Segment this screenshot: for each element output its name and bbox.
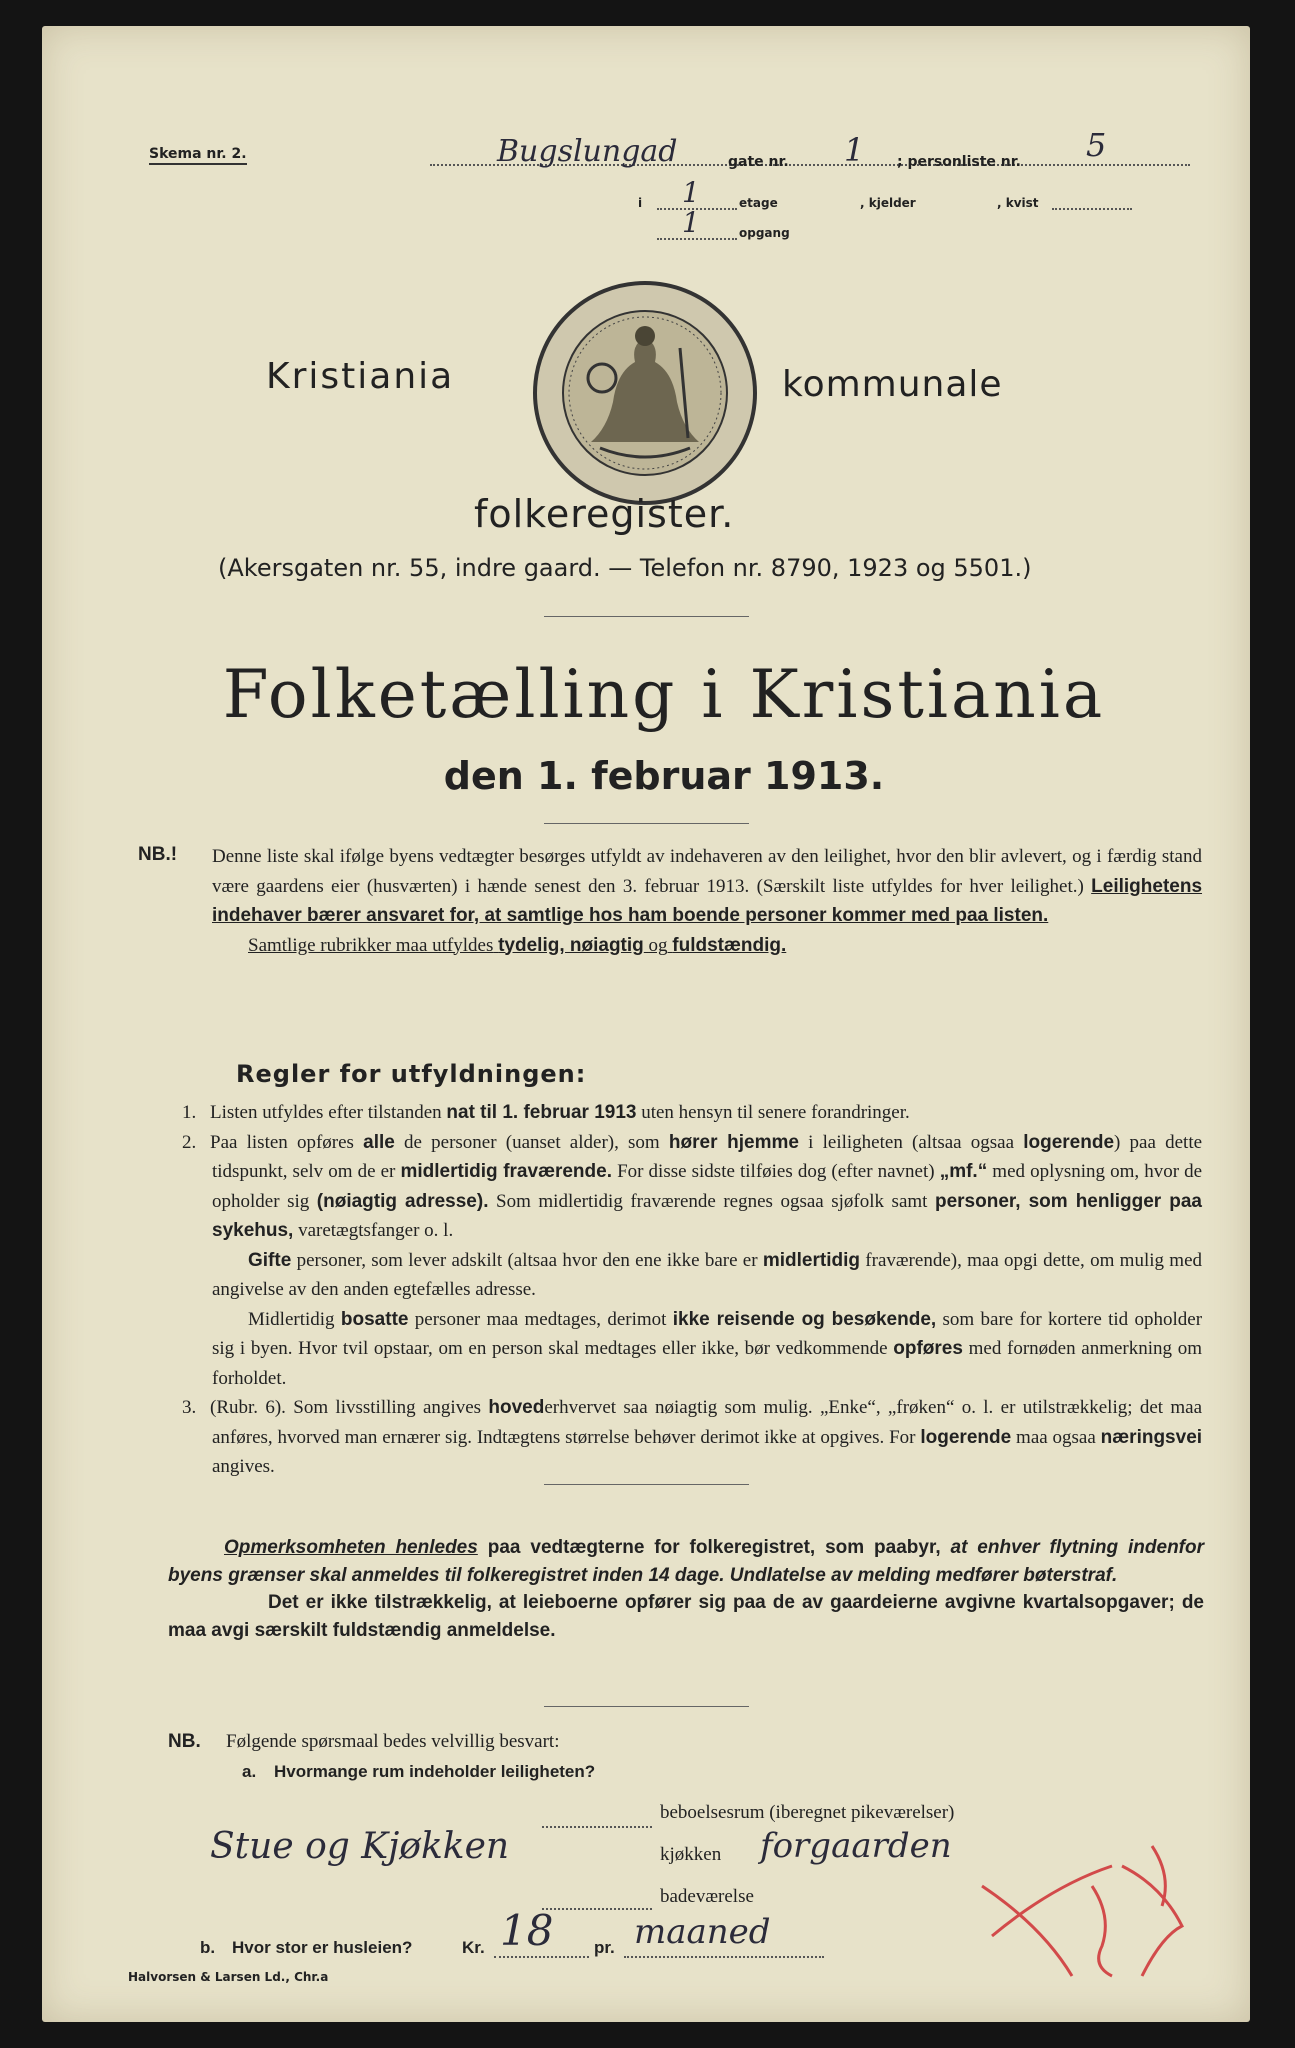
- printer-imprint: Halvorsen & Larsen Ld., Chr.a: [128, 1970, 329, 1984]
- kr-label: Kr.: [462, 1938, 485, 1957]
- i-label: i: [638, 196, 643, 210]
- badevaerelse-line: [542, 1908, 652, 1910]
- midl-d: ikke reisende og besøkende,: [672, 1308, 937, 1330]
- city-seal: [530, 278, 760, 508]
- rule-2-m: Som midlertidig fraværende regnes ogsaa sjøfolk samt: [496, 1190, 928, 1212]
- rule-2-l: (nøiagtig adresse).: [316, 1190, 489, 1212]
- questions-nb: NB.: [168, 1731, 201, 1752]
- rule-3-e: maa ogsaa: [1016, 1426, 1096, 1448]
- nb-paragraph: [212, 842, 1202, 960]
- midl-a: Midlertidig: [248, 1308, 335, 1330]
- personliste-label: ; personliste nr.: [897, 154, 1021, 170]
- rule-2-n: personer, som henligger paa sykehus,: [212, 1190, 1202, 1241]
- gifte-c: midlertidig: [762, 1249, 860, 1271]
- kjokken-label: kjøkken: [660, 1844, 722, 1865]
- rule-2-number: 2.: [182, 1131, 197, 1153]
- rule-3-c: erhvervet saa nøiagtig som mulig. „Enke“, „frøken“ o. l. er utilstrækkelig; det maa anføres, hvorved man ernærer sig. Indtægtens størrelse behøver derimot ikke at opgives. For: [212, 1397, 1203, 1448]
- midl-c: personer maa medtages, derimot: [414, 1308, 667, 1330]
- kvist-line: [1052, 208, 1132, 210]
- period-line: [624, 1956, 824, 1958]
- rule-2-f: logerende: [1023, 1131, 1115, 1153]
- nb-text2d: fuldstændig.: [672, 934, 787, 956]
- nb-responsibility: Leilighetens indehaver bærer ansvaret for, at samtlige hos ham boende personer kommer med paa listen.: [212, 875, 1203, 926]
- nb-text: Denne liste skal ifølge byens vedtægter besørges utfyldt av indehaveren av den leilighet, hvor den blir avlevert, og i færdig stand være gaardens eier (husværten) i hænde senest den 3. februar 1913. (Særskilt liste utfyldes for hver leilighet.): [212, 846, 1202, 897]
- rule-1-number: 1.: [182, 1102, 197, 1123]
- opgang-handwritten: 1: [682, 206, 700, 239]
- office-address: (Akersgaten nr. 55, indre gaard. — Telefon nr. 8790, 1923 og 5501.): [218, 554, 1032, 582]
- personliste-number-handwritten: 5: [1086, 126, 1107, 164]
- red-check-mark-icon: [972, 1826, 1202, 1996]
- rule-2-b: alle: [363, 1131, 395, 1153]
- badevaerelse-label: badeværelse: [660, 1886, 754, 1907]
- rule-3-number: 3.: [182, 1397, 197, 1418]
- schema-number: Skema nr. 2.: [149, 146, 247, 162]
- divider-1: [544, 616, 749, 617]
- rule-2-a: Paa listen opføres: [210, 1131, 354, 1153]
- rooms-handwritten: Stue og Kjøkken: [210, 1826, 510, 1867]
- etage-handwritten: 1: [682, 176, 700, 209]
- rule-2-d: hører hjemme: [668, 1131, 799, 1153]
- rule-1-b: nat til 1. februar 1913: [446, 1102, 637, 1123]
- nb-text2a: Samtlige rubrikker maa utfyldes: [248, 934, 494, 956]
- rule-2-k: med oplysning om, hvor de opholder sig: [212, 1161, 1203, 1212]
- nb-text2b: tydelig, nøiagtig: [498, 934, 644, 956]
- opgang-label: opgang: [739, 226, 790, 240]
- rule-2-e: i leiligheten (altsaa ogsaa: [808, 1131, 1015, 1153]
- notice-b: paa vedtægterne for folkeregistret, som paabyr,: [487, 1537, 941, 1558]
- rule-2-h: midlertidig fraværende.: [400, 1161, 612, 1182]
- gifte-d: fraværende), maa opgi dette, om mulig med angivelse av den anden egtefælles adresse.: [212, 1249, 1202, 1300]
- kjelder-label: , kjelder: [860, 196, 916, 210]
- kvist-label: , kvist: [997, 196, 1039, 210]
- question-a-text: Hvormange rum indeholder leiligheten?: [274, 1762, 596, 1781]
- notice-d: Det er ikke tilstrækkelig, at leieboerne opfører sig paa de av gaardeierne avgivne kvartalsopgaver; de maa avgi særskilt fuldstændig anmeldelse.: [168, 1592, 1204, 1641]
- divider-3: [544, 1484, 749, 1485]
- gate-label: gate nr.: [728, 154, 789, 170]
- notice-c: at enhver flytning indenfor byens grænser skal anmeldes til folkeregistret inden 14 dage. Undlatelse av melding medfører bøterstraf.: [168, 1537, 1205, 1586]
- gifte-b: personer, som lever adskilt (altsaa hvor den ene ikke bare er: [296, 1249, 758, 1271]
- main-title: Folketælling i Kristiania: [222, 656, 1106, 733]
- nb-label: NB.!: [138, 844, 178, 865]
- gate-number-handwritten: 1: [844, 131, 865, 169]
- rent-line: [494, 1956, 589, 1958]
- rule-1-c: uten hensyn til senere forandringer.: [641, 1102, 910, 1123]
- rules-list: [182, 1098, 1203, 1482]
- rule-2-i: For disse sidste tilføies dog (efter navnet): [617, 1161, 935, 1182]
- notice-a: Opmerksomheten henledes: [224, 1537, 478, 1558]
- rule-2-c: de personer (uanset alder), som: [404, 1131, 660, 1153]
- questions-intro: Følgende spørsmaal bedes velvillig besvart:: [226, 1731, 560, 1752]
- kommunale-word: kommunale: [782, 364, 1003, 405]
- rent-handwritten: 18: [500, 1906, 554, 1955]
- seal-emblem-icon: [530, 278, 760, 508]
- etage-label: etage: [739, 196, 778, 210]
- rule-3-f: næringsvei: [1100, 1426, 1203, 1448]
- period-handwritten: maaned: [634, 1912, 771, 1952]
- divider-4: [544, 1706, 749, 1707]
- rule-1-a: Listen utfyldes efter tilstanden: [210, 1102, 442, 1123]
- midl-f: opføres: [893, 1338, 963, 1359]
- divider-2: [544, 823, 749, 824]
- kristiania-word: Kristiania: [266, 356, 455, 397]
- beboelsesrum-line: [542, 1826, 652, 1828]
- rule-3-b: hoved: [488, 1397, 545, 1418]
- beboelsesrum-label: beboelsesrum (iberegnet pikeværelser): [660, 1802, 955, 1823]
- question-b-text: Hvor stor er husleien?: [232, 1938, 413, 1957]
- pr-label: pr.: [594, 1938, 615, 1957]
- rule-3-a: (Rubr. 6). Som livsstilling angives: [210, 1397, 482, 1418]
- question-b-label: b.: [200, 1938, 216, 1957]
- rule-3-g: angives.: [212, 1456, 275, 1477]
- midl-e: som bare for kortere tid opholder sig i byen. Hvor tvil opstaar, om en person skal medtages eller ikke, bør vedkommende: [212, 1308, 1203, 1359]
- date-line: den 1. februar 1913.: [443, 754, 885, 798]
- census-form-paper: [42, 26, 1250, 2022]
- rule-3-d: logerende: [920, 1426, 1012, 1448]
- notice-paragraph: [168, 1534, 1204, 1644]
- rules-heading: Regler for utfyldningen:: [236, 1060, 587, 1088]
- rule-2-o: varetægtsfanger o. l.: [298, 1220, 454, 1241]
- rule-2-g: ) paa dette tidspunkt, selv om de er: [212, 1131, 1203, 1182]
- midl-b: bosatte: [340, 1308, 409, 1330]
- office-title: folkeregister.: [474, 492, 735, 536]
- kitchen-handwritten: forgaarden: [760, 1826, 952, 1866]
- nb-text2c: og: [648, 934, 668, 956]
- rule-2-j: „mf.“: [939, 1161, 988, 1182]
- street-name-handwritten: Bugslungad: [497, 134, 678, 169]
- question-a-label: a.: [242, 1762, 257, 1781]
- midl-g: med fornøden anmerkning om forholdet.: [212, 1338, 1203, 1389]
- gifte-a: Gifte: [248, 1249, 292, 1271]
